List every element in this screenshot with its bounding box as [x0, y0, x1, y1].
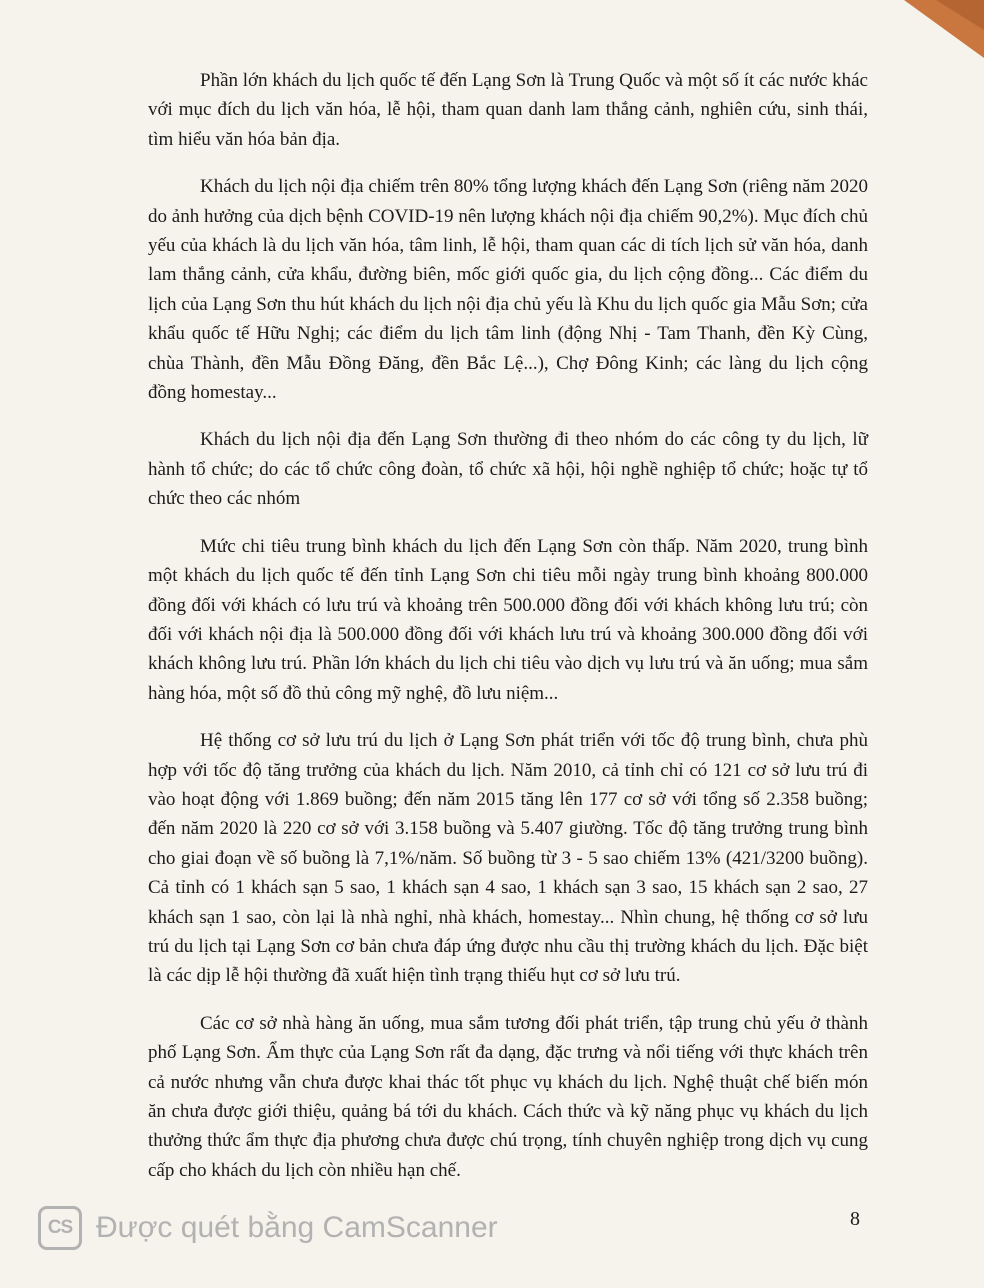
paragraph-international-visitors: Phần lớn khách du lịch quốc tế đến Lạng Sơn là Trung Quốc và một số ít các nước khác với mục đích du lịch văn hóa, lễ hội, tham quan danh lam thắng cảnh, nghiên cứu, sinh thái, tìm hiểu văn hóa bản địa.	[148, 70, 868, 150]
paragraph-restaurants: Các cơ sở nhà hàng ăn uống, mua sắm tương đối phát triển, tập trung chủ yếu ở thành phố Lạng Sơn. Ẩm thực của Lạng Sơn rất đa dạng, đặc trưng và nổi tiếng với thực khách trên cả nước nhưng vẫn chưa được khai thác tốt phục vụ khách du lịch. Nghệ thuật chế biến món ăn chưa được giới thiệu, quảng bá tới du khách. Cách thức và kỹ năng phục vụ khách du lịch thưởng thức ẩm thực địa phương chưa được chú trọng, tính chuyên nghiệp trong dịch vụ cung cấp cho khách du lịch còn nhiều hạn chế.	[148, 1012, 868, 1181]
paragraph-spending: Mức chi tiêu trung bình khách du lịch đến Lạng Sơn còn thấp. Năm 2020, trung bình một khách du lịch quốc tế đến tỉnh Lạng Sơn chi tiêu mỗi ngày trung bình khoảng 800.000 đồng đối với khách có lưu trú và khoảng trên 500.000 đồng đối với khách không lưu trú; còn đối với khách nội địa là 500.000 đồng đối với khách lưu trú và khoảng 300.000 đồng đối với khách không lưu trú. Phần lớn khách du lịch chi tiêu vào dịch vụ lưu trú và ăn uống; mua sắm hàng hóa, một số đồ thủ công mỹ nghệ, đồ lưu niệm...	[148, 535, 868, 704]
camscanner-watermark	[38, 1206, 498, 1250]
watermark-text: Được quét bằng CamScanner	[96, 1211, 498, 1244]
paragraph-domestic-visitors: Khách du lịch nội địa chiếm trên 80% tổng lượng khách đến Lạng Sơn (riêng năm 2020 do ảnh hưởng của dịch bệnh COVID-19 nên lượng khách nội địa chiếm 90,2%). Mục đích chủ yếu của khách là du lịch văn hóa, tâm linh, lễ hội, tham quan các di tích lịch sử văn hóa, danh lam thắng cảnh, cửa khẩu, đường biên, mốc giới quốc gia, du lịch cộng đồng... Các điểm du lịch của Lạng Sơn thu hút khách du lịch nội địa chủ yếu là Khu du lịch quốc gia Mẫu Sơn; cửa khẩu quốc tế Hữu Nghị; các điểm du lịch tâm linh (động Nhị - Tam Thanh, đền Kỳ Cùng, chùa Thành, đền Mẫu Đồng Đăng, đền Bắc Lệ...), Chợ Đông Kinh; các làng du lịch cộng đồng homestay...	[148, 176, 868, 404]
document-body	[148, 66, 868, 1203]
paragraph-group-travel: Khách du lịch nội địa đến Lạng Sơn thường đi theo nhóm do các công ty du lịch, lữ hành tổ chức; do các tổ chức công đoàn, tổ chức xã hội, hội nghề nghiệp tổ chức; hoặc tự tổ chức theo các nhóm	[148, 429, 868, 510]
page-number: 8	[850, 1208, 860, 1230]
page-corner-shadow	[874, 0, 984, 60]
camscanner-logo-icon: CS	[38, 1206, 82, 1250]
paragraph-accommodation: Hệ thống cơ sở lưu trú du lịch ở Lạng Sơn phát triển với tốc độ trung bình, chưa phù hợp với tốc độ tăng trưởng của khách du lịch. Năm 2010, cả tỉnh chỉ có 121 cơ sở lưu trú đi vào hoạt động với 1.869 buồng; đến năm 2015 tăng lên 177 cơ sở với tổng số 2.358 buồng; đến năm 2020 là 220 cơ sở với 3.158 buồng và 5.407 giường. Tốc độ tăng trưởng trung bình cho giai đoạn về số buồng là 7,1%/năm. Số buồng từ 3 - 5 sao chiếm 13% (421/3200 buồng). Cả tỉnh có 1 khách sạn 5 sao, 1 khách sạn 4 sao, 1 khách sạn 3 sao, 15 khách sạn 2 sao, 27 khách sạn 1 sao, còn lại là nhà nghỉ, nhà khách, homestay... Nhìn chung, hệ thống cơ sở lưu trú du lịch tại Lạng Sơn cơ bản chưa đáp ứng được nhu cầu thị trường khách du lịch. Đặc biệt là các dịp lễ hội thường đã xuất hiện tình trạng thiếu hụt cơ sở lưu trú.	[148, 730, 868, 987]
